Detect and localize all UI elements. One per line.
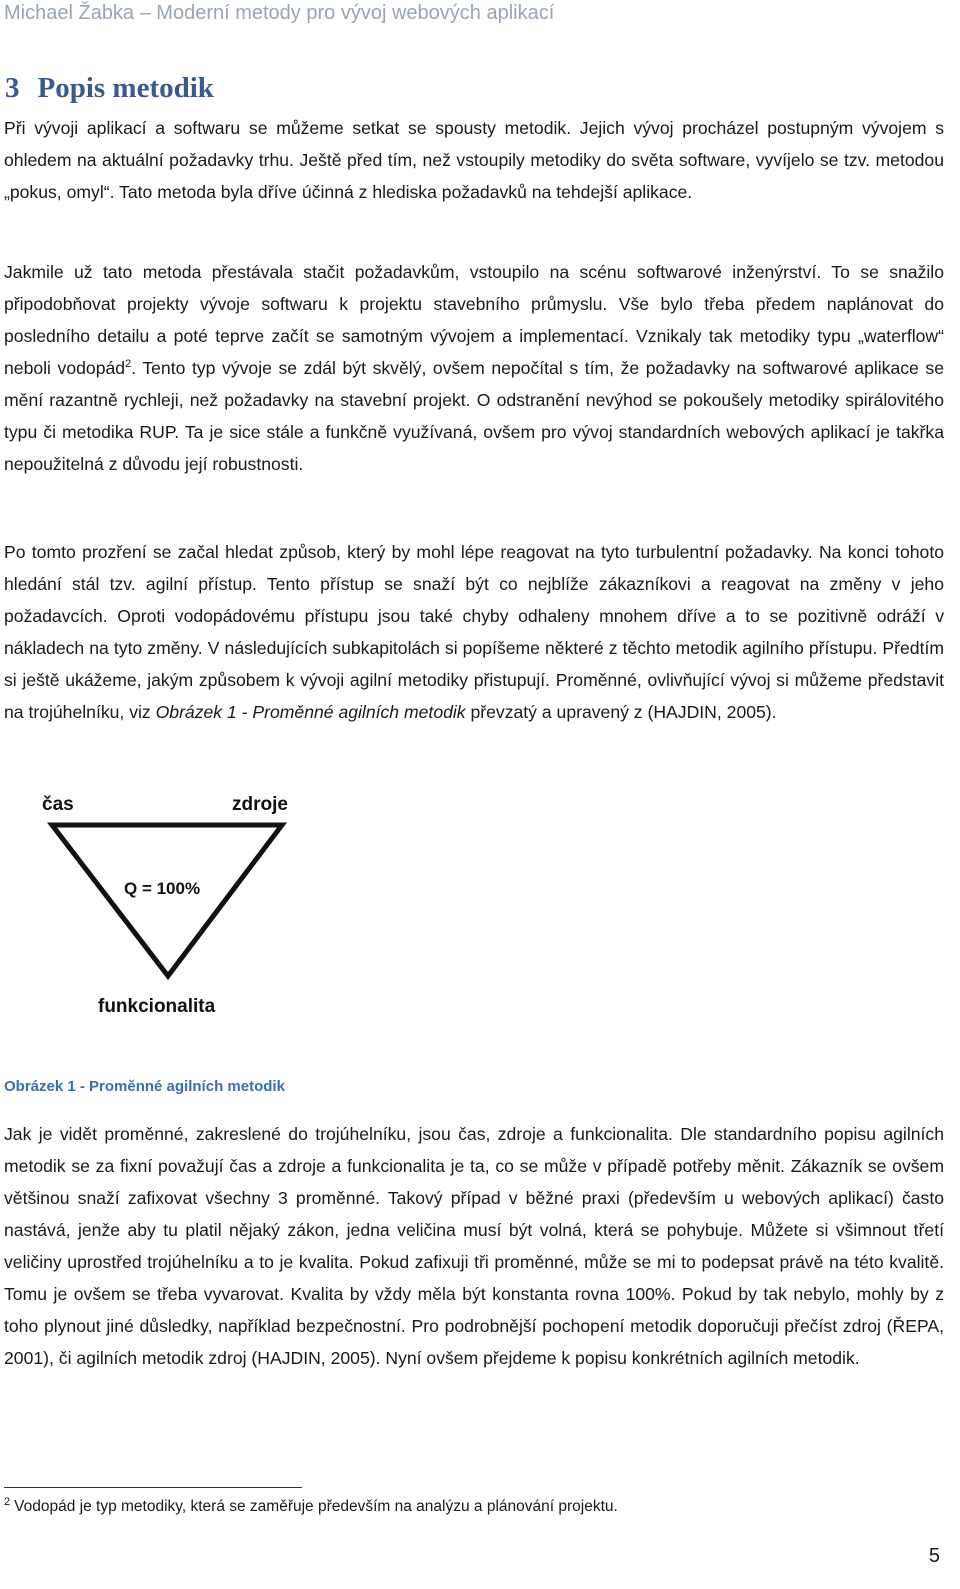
running-header: Michael Žabka – Moderní metody pro vývoj webových aplikací xyxy=(4,2,555,24)
paragraph-waterfall xyxy=(4,256,944,480)
footnote-reference: 2 xyxy=(125,358,132,371)
paragraph-agile xyxy=(4,536,944,728)
footnote xyxy=(4,1496,904,1516)
section-number: 3 xyxy=(5,72,20,104)
paragraph-agile-text-a: Po tomto prozření se začal hledat způsob, který by mohl lépe reagovat na tyto turbulentní požadavky. Na konci tohoto hledání stál tzv. agilní přístup. Tento přístup se snaží být co nejblíže zákazníkovi a reagovat na změny v jeho požadavcích. Oproti vodopádovému přístupu jsou také chyby odhaleny mnohem dříve a to se pozitivně odráží v nákladech na tyto změny. V následujících subkapitolách si popíšeme některé z těchto metodik agilního přístupu. Předtím si ještě ukážeme, jakým způsobem k vývoji agilní metodiky přistupují. Proměnné, ovlivňující vývoj si můžeme představit na trojúhelníku, viz xyxy=(4,542,944,722)
footnote-text: Vodopád je typ metodiky, která se zaměřuje především na analýzu a plánování projektu. xyxy=(14,1498,618,1516)
label-quality: Q = 100% xyxy=(124,879,201,898)
triangle-shape xyxy=(52,825,282,976)
figure-caption: Obrázek 1 - Proměnné agilních metodik xyxy=(4,1078,285,1095)
agile-triangle-figure xyxy=(20,790,320,1030)
section-title: Popis metodik xyxy=(37,72,214,104)
paragraph-intro: Při vývoji aplikací a softwaru se můžeme setkat se spousty metodik. Jejich vývoj procházel postupným vývojem s ohledem na aktuální požadavky trhu. Ještě před tím, než vstoupily metodiky do světa software, vyvíjelo se tzv. metodou „pokus, omyl“. Tato metoda byla dříve účinná z hlediska požadavků na tehdejší aplikace. xyxy=(4,118,944,202)
paragraph-waterfall-text-b: . Tento typ vývoje se zdál být skvělý, ovšem nepočítal s tím, že požadavky na softwarové aplikace se mění razantně rychleji, než požadavky na stavební projekt. O odstranění nevýhod se pokoušely metodiky spirálovitého typu či metodika RUP. Ta je sice stále a funkčně využívaná, ovšem pro vývoj standardních webových aplikací je takřka nepoužitelná z důvodu její robustnosti. xyxy=(4,358,945,474)
label-cas: čas xyxy=(42,794,74,815)
label-zdroje: zdroje xyxy=(232,794,288,815)
page-number: 5 xyxy=(928,1545,940,1567)
paragraph-agile-text-b: převzatý a upravený z (HAJDIN, 2005). xyxy=(465,702,777,722)
label-funkcionalita: funkcionalita xyxy=(98,996,216,1017)
footnote-divider xyxy=(4,1487,302,1488)
figure-cross-reference: Obrázek 1 - Proměnné agilních metodik xyxy=(155,702,466,722)
footnote-marker: 2 xyxy=(4,1496,11,1508)
paragraph-triangle-explanation: Jak je vidět proměnné, zakreslené do trojúhelníku, jsou čas, zdroje a funkcionalita. Dle standardního popisu agilních metodik se za fixní považují čas a zdroje a funkcionalita je ta, co se může v případě potřeby měnit. Zákazník se ovšem většinou snaží zafixovat všechny 3 proměnné. Takový případ v běžné praxi (především u webových aplikací) často nastává, jenže aby tu platil nějaký zákon, jedna veličina musí být volná, která se pohybuje. Můžete si všimnout třetí veličiny uprostřed trojúhelníku a to je kvalita. Pokud zafixuji tři proměnné, může se mi to podepsat právě na této kvalitě. Tomu je ovšem se třeba vyvarovat. Kvalita by vždy měla být konstanta rovna 100%. Pokud by tak nebylo, mohly by z toho plynout jiné důsledky, například bezpečnostní. Pro podrobnější pochopení metodik doporučuji přečíst zdroj (ŘEPA, 2001), či agilních metodik zdroj (HAJDIN, 2005). Nyní ovšem přejdeme k popisu konkrétních agilních metodik. xyxy=(4,1124,944,1368)
paragraph-waterfall-text-a: Jakmile už tato metoda přestávala stačit požadavkům, vstoupilo na scénu softwarové inženýrství. To se snažilo připodobňovat projekty vývoje softwaru k projektu stavebního průmyslu. Vše bylo třeba předem naplánovat do posledního detailu a poté teprve začít se samotným vývojem a implementací. Vznikaly tak metodiky typu „waterflow“ neboli vodopád xyxy=(4,262,944,378)
section-heading xyxy=(5,72,214,105)
